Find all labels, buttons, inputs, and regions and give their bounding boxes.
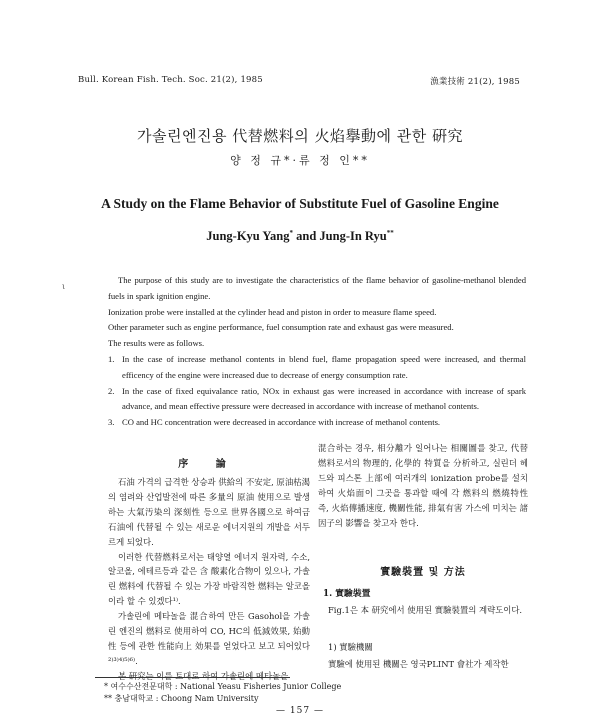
intro-p2: 이러한 代替燃料로서는 태양열 에너지 원자력, 수소, 알코올, 에테르등과 같은 含 酸素化合物이 있으나, 가솔린 燃料에 代替될 수 있는 가장 바람직한 燃料는 알코올이라 할 수 있겠다¹⁾. xyxy=(108,551,310,607)
subsection-engine: 1) 實驗機關 xyxy=(328,642,373,652)
author1-mark: * xyxy=(289,229,294,237)
footnote-1: * 여수수산전문대학 : National Yeasu Fisheries Junior College xyxy=(104,682,342,691)
right-p3: 實驗에 使用된 機關은 영국PLINT 會社가 제작한 xyxy=(328,659,509,669)
author2-name: Jung-In Ryu xyxy=(319,229,387,244)
english-authors xyxy=(0,229,600,244)
item-number: 1. xyxy=(108,353,115,364)
right-p2: Fig.1은 本 研究에서 使用된 實驗裝置의 계략도이다. xyxy=(328,605,523,615)
journal-header-left: Bull. Korean Fish. Tech. Soc. 21(2), 1985 xyxy=(78,75,263,85)
abstract-p3: Other parameter such as engine performance, fuel consumption rate and exhaust gas were measured. xyxy=(108,322,454,333)
right-column-3 xyxy=(318,657,528,672)
intro-p1: 石油 가격의 급격한 상승과 供給의 不安定, 原油枯渴의 염려와 산업발전에 따른 多量의 原油 使用으로 발생하는 大氣汚染의 深刻性 등으로 世界各國으로 하여금 石油에 代替될 수 있는 새로운 에너지원의 개발을 서두르게 되었다. xyxy=(108,477,310,547)
authors-and: and xyxy=(296,229,317,244)
intro-p4: 본 硏究는 이를 토대로 하여 가솔린에 메타놀을 xyxy=(118,670,289,681)
section-heading-intro: 序 論 xyxy=(178,459,238,470)
korean-authors: 양 정 규*·류 정 인** xyxy=(230,154,370,167)
abstract-p2: Ionization probe were installed at the cylinder head and piston in order to measure flame speed. xyxy=(108,306,437,317)
author1-name: Jung-Kyu Yang xyxy=(206,229,290,244)
item-text: In the case of fixed equivalance ratio, NOx in exhaust gas were increased in accordance with increase of spark advance, and mean effective pressure were decreased in accordance with increase of methanol contents. xyxy=(122,385,526,412)
english-title: A Study on the Flame Behavior of Substitute Fuel of Gasoline Engine xyxy=(101,196,499,211)
right-p1: 混合하는 경우, 相分離가 일어나는 相關圖를 찾고, 代替燃料로서의 物理的, 化學的 特質을 分析하고, 실린더 헤드와 피스톤 上部에 여러개의 ionization probe를 설치하여 火焰面이 그곳을 통과할 때에 각 燃料의 燃燒特性 즉, 火焰傳播速度, 機關性能, 排氣有害 가스에 미치는 諸 因子의 影響을 찾고자 한다. xyxy=(318,443,528,528)
abstract-item xyxy=(108,352,526,384)
footnote-2: ** 충남대학교 : Choong Nam University xyxy=(104,694,259,703)
abstract-p4: The results were as follows. xyxy=(108,338,205,349)
item-number: 2. xyxy=(108,385,115,396)
left-column xyxy=(108,475,310,684)
section-heading-methods: 實驗裝置 및 方法 xyxy=(380,567,466,578)
abstract xyxy=(108,273,526,431)
journal-header-right: 漁業技術 21(2), 1985 xyxy=(430,77,520,87)
item-text: CO and HC concentration were decreased in accordance with increase of methanol contents. xyxy=(122,417,441,428)
right-column xyxy=(318,441,528,530)
subsection-apparatus: 1. 實驗裝置 xyxy=(323,589,371,599)
footnote-rule xyxy=(95,677,290,678)
intro-p3: 가솔린에 메타놀을 混合하여 만든 Gasohol을 가솔린 엔진의 燃料로 使用하여 CO, HC의 低減效果, 始動性 등에 관한 性能向上 効果를 얻었다고 보고 되어있다²⁾³⁾⁴⁾⁵⁾⁶⁾. xyxy=(108,611,310,666)
author2-mark: ** xyxy=(386,229,394,237)
abstract-item xyxy=(108,415,526,431)
page-number: — 157 — xyxy=(276,706,324,716)
abstract-item xyxy=(108,384,526,416)
korean-title: 가솔린엔진용 代替燃料의 火焰擧動에 관한 硏究 xyxy=(137,127,463,145)
item-text: In the case of increase methanol contents in blend fuel, flame propagation speed were increased, and thermal efficency of the engine were increased due to decrease of energy consumption rate. xyxy=(122,353,526,380)
abstract-p1: The purpose of this study are to investigate the characteristics of the flame behavior of gasoline-methanol blended fuels in spark ignition engine. xyxy=(108,275,526,301)
margin-mark: ι xyxy=(62,282,66,291)
item-number: 3. xyxy=(108,417,115,428)
right-column-2 xyxy=(318,603,528,618)
